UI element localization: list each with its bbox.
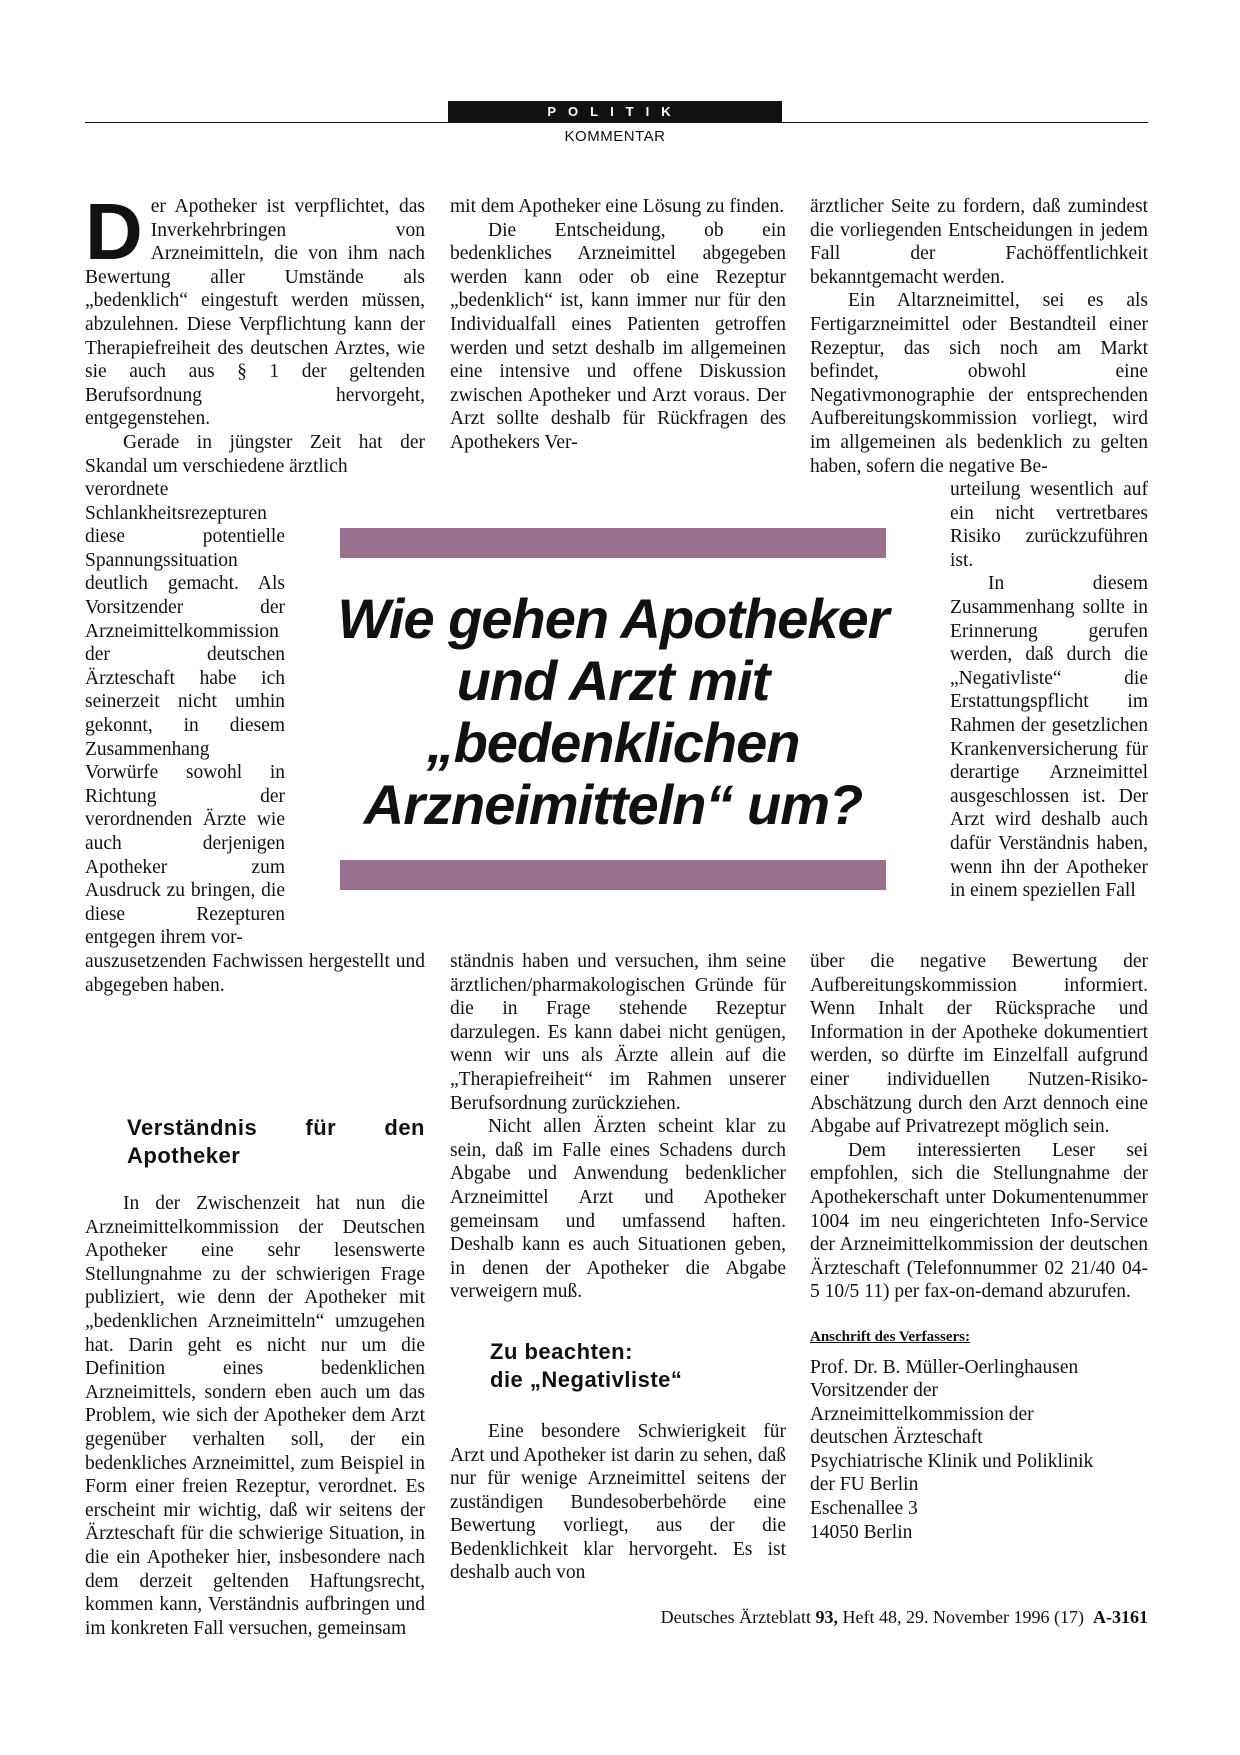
col3-paragraph-1: ärztlicher Seite zu fordern, daß zumindest die vorliegenden Entscheidungen in jedem Fall der Fachöffentlichkeit bekanntgemacht werden. (810, 196, 1148, 288)
column-3-top (810, 195, 1148, 478)
col2-paragraph-4: Nicht allen Ärzten scheint klar zu sein, daß im Falle eines Schadens durch Abgabe und Anwendung bedenklicher Arzneimittel Arzt und Apotheker gemeinsam und umfassend haften. Deshalb kann es auch Situationen geben, in denen der Apotheker die Abgabe verweigern muß. (450, 1116, 786, 1303)
author-line: der FU Berlin (810, 1474, 919, 1496)
col3-paragraph-3-end: über die negative Bewertung der Aufbereitungskommission informiert. Wenn Inhalt der Rücksprache und Information in der Apotheke dokumentiert werden, so dürfte im Einzelfall aufgrund einer individuellen Nutzen-Risiko-Abschätzung durch den Arzt dennoch eine Abgabe auf Privatrezept möglich sein. (810, 951, 1148, 1138)
section-label: POLITIK (448, 101, 782, 123)
author-line: Vorsitzender der (810, 1380, 938, 1402)
journal-name: Deutsches Ärzteblatt (660, 1607, 812, 1627)
col2-paragraph-5: Eine besondere Schwierigkeit für Arzt und Apotheker ist darin zu sehen, daß nur für wenige Arzneimittel seitens der zuständigen Bundesoberbehörde eine Bewertung vorliegt, aus der die Bedenklichkeit klar hervorgeht. Es ist deshalb auch von (450, 1420, 786, 1584)
subheading-verstaendnis: Verständnis für den Apotheker (127, 1115, 425, 1168)
subheading-negativliste-line2: die „Negativliste“ (490, 1366, 683, 1392)
subsection-label: KOMMENTAR (564, 128, 666, 145)
page-number: A-3161 (1093, 1607, 1148, 1627)
col3-paragraph-4: Dem interessierten Leser sei empfohlen, sich die Stellungnahme der Apothekerschaft unter Dokumentenummer 1004 im neu eingerichteten Info-Service der Arzneimittelkommission der deutschen Ärzteschaft (Telefonnummer 02 21/40 04-5 10/5 11) per fax-on-demand abzurufen. (810, 1139, 1148, 1303)
col3-paragraph-2-start: Ein Altarzneimittel, sei es als Fertigarzneimittel oder Bestandteil einer Rezeptur, das sich noch am Markt befindet, obwohl eine Negativmonographie der entsprechenden Aufbereitungskommission vorliegt, wird im allgemeinen als bedenklich zu gelten haben, sofern die negative Be- (810, 290, 1148, 477)
column-1-lower (85, 1114, 425, 1640)
pull-quote-bar-bottom (340, 860, 886, 890)
column-2-top (450, 195, 786, 455)
opening-paragraph (85, 187, 425, 431)
dropcap: D (85, 187, 143, 276)
author-line: deutschen Ärzteschaft (810, 1427, 983, 1449)
col3-paragraph-2-narrow: urteilung wesentlich auf ein nicht vertretbares Risiko zurückzuführen ist. (950, 479, 1148, 571)
column-1-tail (85, 950, 425, 997)
page-footer (661, 1607, 1148, 1628)
subheading-negativliste-line1: Zu beachten: (490, 1338, 633, 1364)
col2-paragraph-3: ständnis haben und versuchen, ihm seine ärztlichen/pharmakologischen Gründe für die in Frage stehende Rezeptur darzulegen. Es kann dabei nicht genügen, wenn wir uns als Ärzte allein auf die „Therapiefreiheit“ im Rahmen unserer Berufsordnung zurückziehen. (450, 951, 786, 1114)
column-1-narrow (85, 478, 285, 950)
pull-quote-bar-top (340, 528, 886, 558)
col2-paragraph-2: Die Entscheidung, ob ein bedenkliches Arzneimittel abgegeben werden kann oder ob eine Rezeptur „bedenklich“ ist, kann immer nur für den Individualfall eines Patienten getroffen werden und setzt deshalb im allgemeinen eine intensive und offene Diskussion zwischen Apotheker und Arzt voraus. Der Arzt sollte deshalb für Rückfragen des Apothekers Ver- (450, 219, 786, 453)
author-line: 14050 Berlin (810, 1521, 913, 1543)
col3-paragraph-3-narrow: In diesem Zusammenhang sollte in Erinnerung gerufen werden, daß durch die „Negativliste“ die Erstattungspflicht im Rahmen der gesetzlichen Krankenversicherung für derartige Arzneimittel ausgeschlossen ist. Der Arzt wird deshalb auch dafür Verständnis haben, wenn ihn der Apotheker in einem speziellen Fall (950, 573, 1148, 902)
paragraph-2-start: Gerade in jüngster Zeit hat der Skandal um verschiedene ärztlich (85, 431, 425, 477)
author-heading: Anschrift des Verfassers: (810, 1328, 970, 1345)
journal-volume: 93, (815, 1607, 839, 1627)
author-address (810, 1356, 1148, 1545)
author-line: Arzneimittelkommission der (810, 1403, 1034, 1425)
pull-quote: Wie gehen Apotheker und Arzt mit „bedenklichen Arzneimitteln“ um? (337, 587, 889, 836)
journal-issue: Heft 48, 29. November 1996 (17) (842, 1607, 1084, 1627)
column-3-lower (810, 950, 1148, 1544)
author-block (810, 1326, 1148, 1544)
author-line: Eschenallee 3 (810, 1498, 918, 1520)
col2-paragraph-1: mit dem Apotheker eine Lösung zu finden. (450, 196, 785, 217)
author-line: Psychiatrische Klinik und Poliklinik (810, 1450, 1094, 1472)
column-1-top (85, 187, 425, 478)
author-line: Prof. Dr. B. Müller-Oerlinghausen (810, 1356, 1079, 1378)
column-3-narrow (950, 478, 1148, 903)
column-2-middle (450, 950, 786, 1585)
subheading-negativliste (490, 1338, 786, 1394)
paragraph-3: In der Zwischenzeit hat nun die Arzneimittelkommission der Deutschen Apotheker eine sehr lesenswerte Stellungnahme zu der schwierigen Frage publiziert, wie denn der Apotheker mit „bedenklichen Arzneimitteln“ umzugehen hat. Darin geht es nicht nur um die Definition eines bedenklichen Arzneimittels, sondern eben auch um das Problem, wie sich der Apotheker dem Arzt gegenüber verhalten soll, der ein bedenkliches Arzneimittel, zum Beispiel in Form einer freien Rezeptur, verordnet. Es erscheint mir wichtig, daß wir seitens der Ärzteschaft für die schwierige Situation, in die ein Apotheker hier, insbesondere nach dem derzeit geltenden Haftungsrecht, kommen kann, Verständnis aufbringen und im konkreten Fall versuchen, gemeinsam (85, 1193, 425, 1639)
paragraph-2-end: auszusetzenden Fachwissen hergestellt und abgegeben haben. (85, 951, 425, 996)
opening-text: er Apotheker ist verpflichtet, das Inverkehrbringen von Arzneimitteln, die von ihm nach Bewertung aller Umstände als „bedenklich“ eingestuft werden müssen, abzulehnen. Diese Verpflichtung kann der Therapiefreiheit des deutschen Arztes, wie sie auch aus § 1 der geltenden Berufsordnung hervorgeht, entgegenstehen. (85, 196, 425, 430)
paragraph-2-narrow: verordnete Schlankheitsrezepturen diese potentielle Spannungssituation deutlich gemacht. Als Vorsitzender der Arzneimittelkommission der deutschen Ärzteschaft habe ich seinerzeit nicht umhin gekonnt, in diesem Zusammenhang Vorwürfe sowohl in Richtung der verordnenden Ärzte wie auch derjenigen Apotheker zum Ausdruck zu bringen, die diese Rezepturen entgegen ihrem vor- (85, 479, 285, 949)
